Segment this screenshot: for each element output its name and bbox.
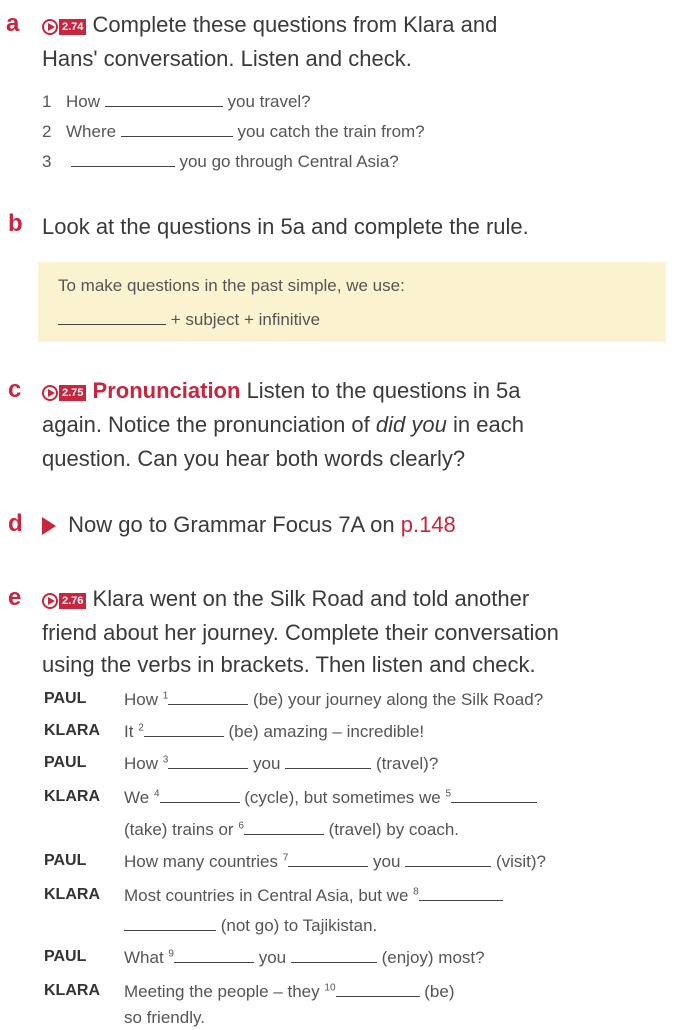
answer-blank-2[interactable] [121, 120, 233, 137]
section-d-instruction: Now go to Grammar Focus 7A on p.148 [42, 512, 456, 538]
answer-blank-9[interactable] [174, 946, 254, 963]
section-e-line1: 2.76 Klara went on the Silk Road and told another [42, 586, 529, 613]
speaker-paul: PAUL [44, 852, 87, 869]
answer-blank-8[interactable] [419, 884, 503, 901]
question-3: 3 you go through Central Asia? [42, 152, 399, 171]
question-2: 2 Where you catch the train from? [42, 122, 425, 141]
dialogue-line-4: We $^4$ (cycle), but sometimes we $^5$ [124, 786, 537, 808]
answer-blank-6[interactable] [244, 818, 324, 835]
emphasis-did-you: did you [375, 412, 447, 437]
section-a-line2: Hans' conversation. Listen and check. [42, 46, 412, 71]
dialogue-line-1: How $^1$ (be) your journey along the Silk Road? [124, 690, 544, 709]
rule-line-1: To make questions in the past simple, we use: [58, 276, 405, 295]
speaker-klara: KLARA [44, 982, 100, 999]
dialogue-line-7: Most countries in Central Asia, but we $^8$ [124, 884, 503, 906]
audio-track-number: 2.74 [59, 19, 86, 35]
speaker-klara: KLARA [44, 886, 100, 903]
answer-blank-9b[interactable] [291, 946, 377, 963]
dialogue-line-8: (not go) to Tajikistan. [124, 914, 377, 936]
section-b-instruction: Look at the questions in 5a and complete the rule. [42, 214, 529, 239]
speaker-paul: PAUL [44, 690, 87, 707]
answer-blank-5[interactable] [451, 786, 537, 803]
answer-blank-10[interactable] [336, 980, 420, 997]
answer-blank-4[interactable] [160, 786, 240, 803]
section-c-line3: question. Can you hear both words clearly? [42, 446, 466, 471]
section-e-line3: using the verbs in brackets. Then listen and check. [42, 652, 536, 677]
audio-play-icon[interactable] [42, 13, 86, 39]
section-letter-d: d [8, 510, 23, 537]
dialogue-line-5: (take) trains or $^6$ (travel) by coach. [124, 820, 460, 839]
speaker-klara: KLARA [44, 788, 100, 805]
rule-answer-blank[interactable] [58, 308, 166, 325]
section-letter-c: c [8, 376, 22, 403]
dialogue-line-10: Meeting the people – they $^{10}$ (be) [124, 982, 455, 1001]
speaker-paul: PAUL [44, 754, 87, 771]
dialogue-line-2: It $^2$ (be) amazing – incredible! [124, 722, 425, 741]
answer-blank-2[interactable] [144, 720, 224, 737]
section-letter-e: e [8, 584, 22, 611]
section-a-instruction [42, 12, 497, 39]
section-e-line2: friend about her journey. Complete their conversation [42, 620, 559, 645]
audio-track-number: 2.76 [59, 593, 86, 609]
rule-box [38, 262, 666, 342]
answer-blank-1[interactable] [168, 688, 248, 705]
audio-play-icon[interactable] [42, 379, 86, 405]
page-link[interactable]: p.148 [400, 512, 456, 537]
answer-blank-7b[interactable] [405, 850, 491, 867]
answer-blank-3[interactable] [168, 752, 248, 769]
dialogue-line-11: so friendly. [124, 1008, 205, 1027]
question-1: 1 How you travel? [42, 92, 311, 111]
section-c-line2: again. Notice the pronunciation of did you in each [42, 412, 524, 437]
section-letter-a: a [6, 10, 20, 37]
section-a-line1: Complete these questions from Klara and [92, 12, 498, 37]
answer-blank-3[interactable] [71, 150, 175, 167]
speaker-paul: PAUL [44, 948, 87, 965]
answer-blank-1[interactable] [105, 90, 223, 107]
answer-blank-8b[interactable] [124, 914, 216, 931]
pronunciation-title: Pronunciation [92, 378, 241, 403]
section-c-line1: 2.75 Pronunciation Listen to the questions in 5a [42, 378, 521, 405]
dialogue-line-9: What $^9$ you (enjoy) most? [124, 948, 485, 967]
rule-line-2: + subject + infinitive [58, 308, 320, 330]
section-letter-b: b [8, 210, 23, 237]
audio-track-number: 2.75 [59, 385, 86, 401]
audio-play-icon[interactable] [42, 587, 86, 613]
speaker-klara: KLARA [44, 722, 100, 739]
answer-blank-7[interactable] [288, 850, 368, 867]
dialogue-line-6: How many countries $^7$ you (visit)? [124, 852, 546, 871]
answer-blank-3b[interactable] [285, 752, 371, 769]
arrow-icon [42, 517, 56, 535]
dialogue-line-3: How $^3$ you (travel)? [124, 754, 439, 773]
